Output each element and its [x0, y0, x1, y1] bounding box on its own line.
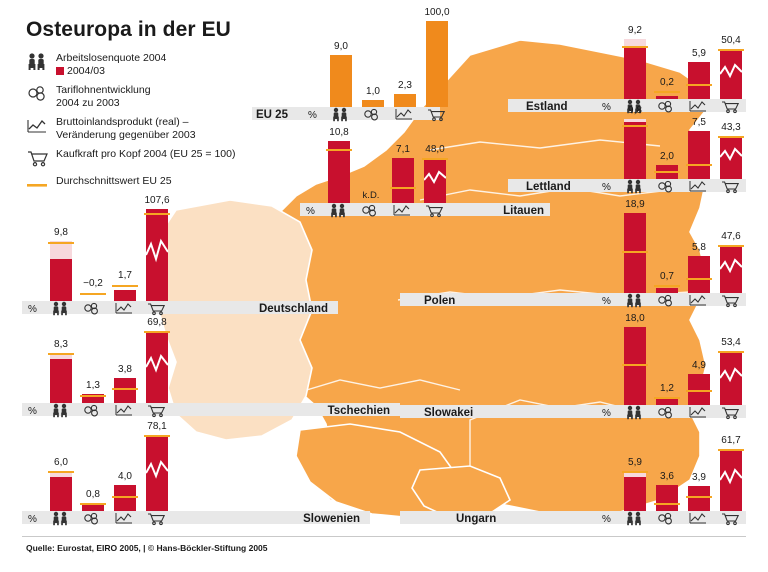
country-label-tschechien: Tschechien	[327, 405, 390, 417]
average-marker	[622, 251, 648, 254]
bar-unemployment	[50, 229, 72, 301]
average-marker	[654, 397, 680, 400]
gdp-line-icon	[394, 107, 416, 122]
country-label-litauen: Litauen	[503, 205, 544, 217]
country-label-polen: Polen	[424, 295, 456, 307]
bar-value: 4,9	[692, 360, 706, 371]
average-marker	[112, 285, 138, 288]
bar-value: 1,0	[366, 86, 380, 97]
bar-value: 50,4	[721, 35, 741, 46]
legend-item-wages	[26, 84, 241, 109]
bar-wages	[82, 271, 104, 301]
legend-label-average: Durchschnittswert EU 25	[56, 175, 172, 187]
shopping-cart-icon	[146, 511, 168, 526]
bar-wages	[656, 151, 678, 179]
average-marker	[654, 503, 680, 506]
people-icon	[330, 107, 352, 122]
no-data-label: k.D.	[362, 190, 380, 201]
gdp-line-icon	[114, 511, 136, 526]
percent-symbol: %	[602, 514, 611, 525]
coins-icon	[82, 403, 104, 418]
bar-wages	[362, 87, 384, 107]
cluster-estland	[508, 24, 746, 112]
legend-label-gdp: Bruttoinlandsprodukt (real) – Veränderung gegenüber 2003	[56, 116, 196, 141]
average-marker	[80, 503, 106, 506]
bar-purchasing-power	[720, 124, 742, 179]
cluster-ungarn	[400, 435, 746, 525]
page-title: Osteuropa in der EU	[26, 18, 231, 41]
bar-gdp	[392, 144, 414, 203]
bar-purchasing-power	[720, 339, 742, 405]
country-label-slowenien: Slowenien	[303, 513, 360, 525]
average-marker	[686, 278, 712, 281]
coins-icon	[82, 511, 104, 526]
bar-value: 107,6	[144, 195, 170, 206]
bar-gdp	[688, 361, 710, 405]
bar-purchasing-power	[146, 319, 168, 403]
cluster-lettland	[508, 104, 746, 192]
people-icon	[624, 511, 646, 526]
bar-purchasing-power	[720, 437, 742, 511]
average-marker	[622, 125, 648, 128]
bar-purchasing-power	[146, 197, 168, 301]
bar-unemployment	[624, 201, 646, 293]
average-marker	[80, 293, 106, 296]
bar-unemployment	[624, 315, 646, 405]
bar-purchasing-power	[426, 9, 448, 107]
country-label-slowakei: Slowakei	[424, 407, 474, 419]
bar-value: 48,0	[425, 144, 445, 155]
gdp-line-icon	[688, 179, 710, 194]
average-marker	[112, 496, 138, 499]
cluster-eu25	[252, 7, 450, 121]
bar-value: 1,2	[660, 383, 674, 394]
cluster-slowenien	[22, 420, 370, 524]
bar-value: 1,7	[118, 270, 132, 281]
shopping-cart-icon	[720, 405, 742, 420]
bar-value: 2,0	[660, 151, 674, 162]
people-icon	[624, 179, 646, 194]
gdp-line-icon	[114, 403, 136, 418]
bar-unemployment	[50, 459, 72, 511]
bar-value: 69,8	[147, 317, 167, 328]
bar-purchasing-power	[720, 37, 742, 99]
bar-unemployment	[624, 107, 646, 179]
shopping-cart-icon	[720, 511, 742, 526]
bar-value: 43,3	[721, 122, 741, 133]
bar-gdp	[688, 243, 710, 293]
average-marker	[48, 471, 74, 474]
bar-value: 0,8	[86, 489, 100, 500]
average-marker	[686, 164, 712, 167]
percent-symbol: %	[602, 296, 611, 307]
gdp-line-icon	[26, 116, 56, 136]
legend-swatch-red	[56, 67, 64, 75]
bar-unemployment	[624, 459, 646, 511]
people-icon	[26, 52, 56, 72]
percent-symbol: %	[602, 102, 611, 113]
bar-value: 5,9	[628, 457, 642, 468]
bar-value: 4,0	[118, 471, 132, 482]
coins-icon	[362, 107, 384, 122]
bar-wages	[360, 179, 382, 203]
bar-value: 1,3	[86, 380, 100, 391]
people-icon	[50, 511, 72, 526]
footer-divider	[22, 536, 746, 537]
bar-value: 9,0	[334, 41, 348, 52]
bar-value: 7,5	[692, 117, 706, 128]
coins-icon	[656, 511, 678, 526]
bar-value: 100,0	[424, 7, 450, 18]
average-marker	[622, 471, 648, 474]
bar-value: 9,8	[628, 105, 642, 116]
average-marker	[686, 496, 712, 499]
country-label-ungarn: Ungarn	[456, 513, 497, 525]
bar-value: −0,2	[83, 278, 103, 289]
shopping-cart-icon	[720, 179, 742, 194]
legend-item-gdp	[26, 116, 241, 141]
percent-symbol: %	[602, 408, 611, 419]
legend-item-unemployment	[26, 52, 241, 77]
bar-value: 5,8	[692, 242, 706, 253]
bar-wages	[656, 267, 678, 293]
gdp-line-icon	[688, 511, 710, 526]
bar-purchasing-power	[424, 144, 446, 203]
bar-wages	[656, 471, 678, 511]
bar-gdp	[688, 49, 710, 99]
cluster-slowakei	[400, 312, 746, 418]
percent-symbol: %	[28, 514, 37, 525]
bar-gdp	[394, 77, 416, 107]
bar-wages	[82, 377, 104, 403]
average-marker	[112, 388, 138, 391]
bar-value: 7,1	[396, 144, 410, 155]
bar-value: 9,8	[54, 227, 68, 238]
country-label-deutschland: Deutschland	[258, 303, 328, 315]
coins-icon	[656, 179, 678, 194]
legend-label-wages: Tariflohnentwicklung 2004 zu 2003	[56, 84, 151, 109]
coins-icon	[26, 84, 56, 104]
bar-value: 5,9	[692, 48, 706, 59]
people-icon	[624, 405, 646, 420]
bar-gdp	[114, 269, 136, 301]
average-marker	[390, 187, 416, 190]
bar-value: 3,6	[660, 471, 674, 482]
bar-value: 61,7	[721, 435, 741, 446]
bar-unemployment	[624, 27, 646, 99]
coins-icon	[656, 405, 678, 420]
shopping-cart-icon	[426, 107, 448, 122]
bar-value: 2,3	[398, 80, 412, 91]
bar-purchasing-power	[720, 233, 742, 293]
people-icon	[624, 293, 646, 308]
bar-value: 3,9	[692, 472, 706, 483]
bar-value: 47,6	[721, 231, 741, 242]
bar-value: 8,3	[54, 339, 68, 350]
country-label-lettland: Lettland	[526, 181, 571, 193]
bar-value: 78,1	[147, 421, 167, 432]
bar-value: 18,0	[625, 313, 645, 324]
average-marker	[80, 395, 106, 398]
average-marker	[686, 84, 712, 87]
gdp-line-icon	[688, 405, 710, 420]
bar-unemployment	[330, 43, 352, 107]
bar-value: 3,8	[118, 364, 132, 375]
average-marker	[654, 285, 680, 288]
bar-gdp	[114, 365, 136, 403]
percent-symbol: %	[306, 206, 315, 217]
country-label-estland: Estland	[526, 101, 568, 113]
legend-item-purchasing-power	[26, 148, 241, 168]
bar-gdp	[114, 473, 136, 511]
percent-symbol: %	[602, 182, 611, 193]
average-marker	[326, 149, 352, 152]
bar-value: 18,9	[625, 199, 645, 210]
bar-value: 9,2	[628, 25, 642, 36]
average-marker	[654, 171, 680, 174]
bar-value: 0,2	[660, 77, 674, 88]
source-note: Quelle: Eurostat, EIRO 2005, | © Hans-Böckler-Stiftung 2005	[26, 543, 268, 553]
average-marker	[48, 353, 74, 356]
eu25-label: EU 25	[256, 109, 288, 121]
bar-wages	[82, 485, 104, 511]
cluster-polen	[400, 198, 746, 306]
bar-purchasing-power	[146, 423, 168, 511]
average-marker	[654, 91, 680, 94]
bar-gdp	[688, 473, 710, 511]
legend-label-purchasing-power: Kaufkraft pro Kopf 2004 (EU 25 = 100)	[56, 148, 236, 160]
bar-value: 6,0	[54, 457, 68, 468]
bar-value: 53,4	[721, 337, 741, 348]
shopping-cart-icon	[720, 293, 742, 308]
average-marker	[622, 364, 648, 367]
bar-unemployment	[50, 341, 72, 403]
bar-gdp	[688, 117, 710, 179]
coins-icon	[656, 293, 678, 308]
average-marker	[622, 46, 648, 49]
gdp-line-icon	[688, 293, 710, 308]
percent-symbol: %	[28, 304, 37, 315]
average-marker	[686, 390, 712, 393]
bar-wages	[656, 73, 678, 99]
people-icon	[50, 403, 72, 418]
bar-value: 0,7	[660, 271, 674, 282]
legend	[26, 52, 241, 202]
bar-value: 10,8	[329, 127, 349, 138]
percent-symbol: %	[28, 406, 37, 417]
bar-wages	[656, 379, 678, 405]
shopping-cart-icon	[26, 148, 56, 168]
cluster-tschechien	[22, 310, 400, 416]
coins-icon	[360, 203, 382, 218]
legend-label-unemployment: Arbeitslosenquote 2004 2004/03	[56, 52, 167, 77]
cluster-deutschland	[22, 192, 338, 314]
shopping-cart-icon	[146, 403, 168, 418]
percent-symbol: %	[308, 110, 317, 121]
average-marker	[48, 242, 74, 245]
